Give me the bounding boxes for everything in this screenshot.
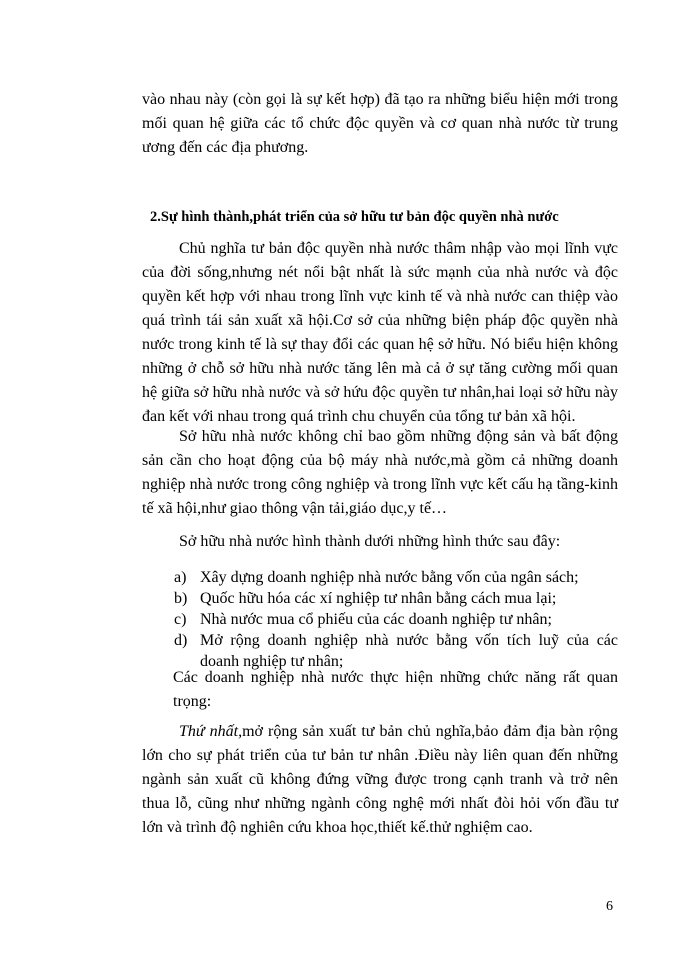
paragraph-first-function	[142, 720, 618, 840]
list-item	[174, 567, 618, 588]
list-marker: c)	[174, 611, 187, 628]
paragraph-state-ownership: Sở hữu nhà nước không chỉ bao gồm những động sản và bất động sản cần cho hoạt động của bộ máy nhà nước,mà gồm cả những doanh nghiệp nhà nước trong công nghiệp và trong lĩnh vực kết cấu hạ tầng-kinh tế xã hội,như giao thông vận tải,giáo dục,y tế…	[142, 428, 618, 517]
section-heading: 2.Sự hình thành,phát triển của sở hữu tư bản độc quyền nhà nước	[150, 209, 559, 225]
paragraph-first-function-text: mở rộng sản xuất tư bản chủ nghĩa,bảo đảm địa bàn rộng lớn cho sự phát triển của tư bản tư nhân .Điều này liên quan đến những ngành sản xuất cũ không đứng vững được trong cạnh tranh và trở nên thua lỗ, cũng như những ngành công nghệ mới nhất đòi hỏi vốn đầu tư lớn và trình độ nghiên cứu khoa học,thiết kế.thử nghiệm cao.	[142, 723, 618, 836]
list-marker: b)	[174, 590, 188, 607]
paragraph-forms-intro: Sở hữu nhà nước hình thành dưới những hình thức sau đây:	[179, 533, 561, 550]
list-marker: a)	[174, 569, 187, 586]
list-marker: d)	[174, 632, 188, 649]
page-number: 6	[606, 899, 613, 914]
paragraph-state-monopoly: Chủ nghĩa tư bản độc quyền nhà nước thâm nhập vào mọi lĩnh vực của đời sống,nhưng nét nổi bật nhất là sức mạnh của nhà nước và độc quyền kết hợp với nhau trong lĩnh vực kinh tế và nhà nước can thiệp vào quá trình tái sản xuất xã hội.Cơ sở của những biện pháp độc quyền nhà nước trong kinh tế là sự thay đổi các quan hệ sở hữu. Nó biểu hiện không những ở chỗ sở hữu nhà nước tăng lên mà cả ở sự tăng cường mối quan hệ giữa sở hữu nhà nước và sở hứu độc quyền tư nhân,hai loại sở hữu này đan kết với nhau trong quá trình chu chuyển của tổng tư bản xã hội.	[142, 240, 618, 425]
list-item	[174, 588, 618, 609]
list-item	[174, 609, 618, 630]
list-item-text: Mở rộng doanh nghiệp nhà nước bằng vốn tích luỹ của các doanh nghiệp tư nhân;	[200, 632, 618, 670]
intro-paragraph: vào nhau này (còn gọi là sự kết hợp) đã tạo ra những biểu hiện mới trong mối quan hệ giữa các tổ chức độc quyền và cơ quan nhà nước từ trung ương đến các địa phương.	[142, 91, 618, 156]
italic-lead: Thứ nhất,	[179, 723, 243, 740]
list-item-text: Nhà nước mua cổ phiếu của các doanh nghiệp tư nhân;	[200, 611, 552, 628]
forms-list	[174, 567, 618, 672]
list-item-text: Quốc hữu hóa các xí nghiệp tư nhân bằng cách mua lại;	[200, 590, 557, 607]
paragraph-functions-intro: Các doanh nghiệp nhà nước thực hiện những chức năng rất quan trọng:	[173, 669, 618, 710]
list-item-text: Xây dựng doanh nghiệp nhà nước bằng vốn của ngân sách;	[200, 569, 579, 586]
